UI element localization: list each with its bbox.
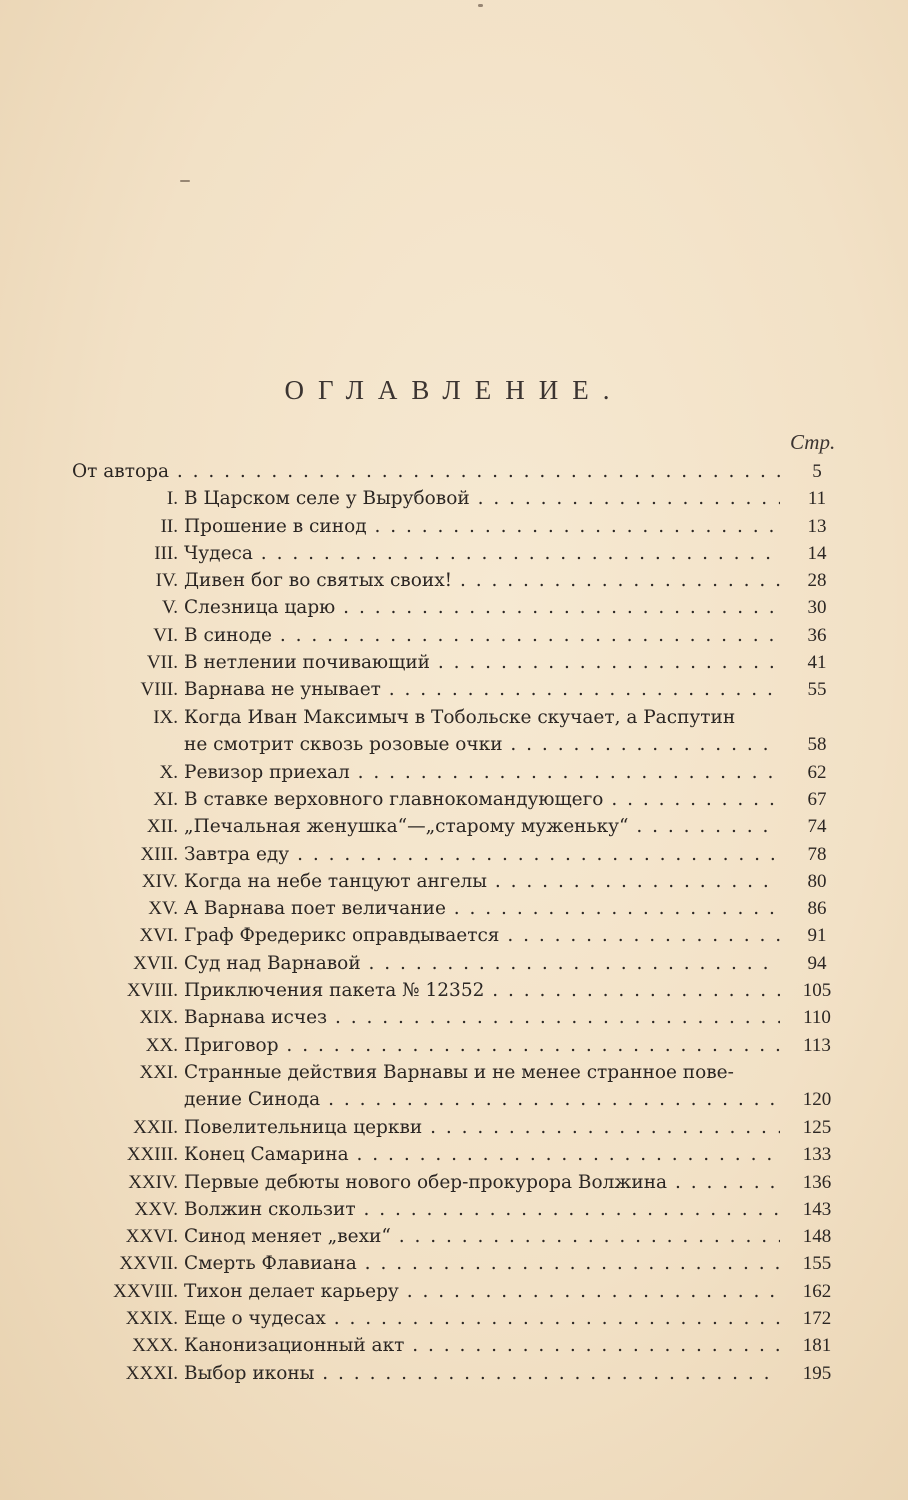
toc-entry-number: XV. — [148, 898, 178, 920]
toc-entry-number: XXIII. — [126, 1144, 178, 1166]
toc-entry — [60, 813, 860, 840]
toc-entry-page: 195 — [802, 1362, 832, 1384]
toc-entry-number: XII. — [146, 816, 178, 838]
toc-entry — [60, 1196, 860, 1223]
toc-entry — [60, 485, 860, 512]
toc-entry — [60, 1278, 860, 1305]
toc-entry — [60, 649, 860, 676]
toc-entry-page: 162 — [802, 1280, 832, 1302]
toc-entry — [60, 1250, 860, 1277]
toc-entry — [60, 513, 860, 540]
toc-entry-number: XXVIII. — [113, 1280, 178, 1302]
toc-entry-number: XXX. — [132, 1335, 178, 1357]
toc-entry-page: 143 — [802, 1198, 832, 1220]
toc-entry — [60, 922, 860, 949]
toc-entry-number: X. — [159, 761, 178, 783]
toc-entry — [60, 977, 860, 1004]
toc-entry-number: XXIX. — [125, 1308, 178, 1330]
toc-entry-number: VI. — [153, 624, 178, 646]
toc-entry — [60, 786, 860, 813]
ink-speck — [180, 180, 190, 182]
toc-entry-title: Волжин скользит . . . — [184, 1196, 780, 1223]
toc-entry-page: 155 — [802, 1253, 832, 1275]
toc-entry — [60, 1114, 860, 1141]
toc-entry — [60, 540, 860, 567]
toc-entry-title: Ревизор приехал . . . — [184, 759, 780, 786]
toc-entry — [60, 704, 860, 759]
toc-heading: ОГЛАВЛЕНИЕ. — [284, 375, 624, 405]
toc-entry-page: 14 — [807, 542, 827, 564]
toc-entry-page: 5 — [812, 461, 822, 482]
toc-entry — [60, 895, 860, 922]
toc-entry — [60, 841, 860, 868]
toc-entry-page: 74 — [807, 816, 827, 838]
toc-entry-page: 28 — [807, 570, 827, 592]
toc-entry-page: 80 — [807, 870, 827, 892]
toc-entry-title: Когда на небе танцуют ангелы . . . — [184, 868, 780, 895]
toc-entry-title: Суд над Варнавой . . . — [184, 950, 780, 977]
toc-entry-number: XXIV. — [128, 1171, 178, 1193]
toc-entry-number: XIV. — [141, 870, 178, 892]
toc-entry-title: А Варнава поет величание . . . — [184, 895, 780, 922]
toc-entry-title: Первые дебюты нового обер-прокурора Волжина . . . — [184, 1169, 780, 1196]
toc-entry-title: Приключения пакета № 12352 . . . — [184, 977, 780, 1004]
toc-entry-number: XX. — [145, 1034, 178, 1056]
toc-entry-title-continuation: дение Синода . . . — [184, 1086, 780, 1113]
toc-entry-number: IX. — [153, 706, 178, 728]
toc-entry-title: „Печальная женушка“—„старому муженьку“ . . . — [184, 813, 780, 840]
toc-entry-title: Повелительница церкви . . . — [184, 1114, 780, 1141]
toc-entry-number: XXXI. — [125, 1362, 178, 1384]
toc-entry-title: Тихон делает карьеру . . . — [184, 1278, 780, 1305]
toc-entry-number: V. — [161, 597, 178, 619]
toc-entry — [60, 1032, 860, 1059]
toc-entry — [60, 622, 860, 649]
toc-entry-page: 58 — [807, 733, 827, 755]
toc-entry-number: IV. — [155, 570, 178, 592]
toc-entry-title: Выбор иконы . . . — [184, 1360, 780, 1387]
toc-entry-title-continuation: не смотрит сквозь розовые очки . . . — [184, 731, 780, 758]
toc-entry-number: XXV. — [134, 1198, 178, 1220]
toc-entry-page: 148 — [802, 1226, 832, 1248]
toc-entry-title: Странные действия Варнавы и не менее странное пове- — [184, 1061, 734, 1083]
toc-entry-number: XI. — [153, 788, 178, 810]
ink-speck — [478, 4, 483, 7]
toc-entry-number: III. — [154, 542, 178, 564]
toc-entry-page: 11 — [807, 488, 827, 510]
toc-entry — [60, 676, 860, 703]
toc-entry-page: 78 — [807, 843, 827, 865]
toc-entry-number: XIX. — [139, 1007, 178, 1029]
toc-entry-page: 105 — [802, 980, 832, 1002]
toc-entry-title: От автора . . . — [72, 458, 780, 485]
toc-entry — [60, 1169, 860, 1196]
toc-entry-page: 125 — [802, 1116, 832, 1138]
toc-entry — [60, 1360, 860, 1387]
toc-entry-number: XVI. — [139, 925, 178, 947]
toc-entry — [60, 868, 860, 895]
toc-entry-number: I. — [166, 488, 178, 510]
toc-entry-title: Конец Самарина . . . — [184, 1141, 780, 1168]
toc-entry-page: 110 — [803, 1007, 831, 1029]
toc-entry-title: В ставке верховного главнокомандующего . . . — [184, 786, 780, 813]
toc-entry — [60, 594, 860, 621]
page-column-label: Стр. — [790, 430, 836, 454]
toc-entry-page: 172 — [802, 1308, 832, 1330]
toc-entry-title: Прошение в синод . . . — [184, 513, 780, 540]
table-of-contents — [60, 458, 860, 1387]
toc-entry-page: 91 — [807, 925, 827, 947]
toc-entry-number: XXVI. — [125, 1226, 178, 1248]
toc-entry-title: Смерть Флавиана . . . — [184, 1250, 780, 1277]
toc-entry-title: В нетлении почивающий . . . — [184, 649, 780, 676]
toc-entry-page: 133 — [802, 1144, 832, 1166]
toc-entry-number: II. — [160, 515, 178, 537]
toc-entry-page: 120 — [802, 1088, 832, 1110]
toc-entry-page: 55 — [807, 679, 827, 701]
toc-entry-title: Приговор . . . — [184, 1032, 780, 1059]
toc-entry-page: 136 — [802, 1171, 832, 1193]
toc-entry-page: 67 — [807, 788, 827, 810]
toc-entry-intro — [60, 458, 860, 485]
toc-entry-page: 181 — [802, 1335, 832, 1357]
toc-entry-title: Когда Иван Максимыч в Тобольске скучает, а Распутин — [184, 706, 736, 728]
toc-entry-title: Слезница царю . . . — [184, 594, 780, 621]
toc-entry-title: Варнава исчез . . . — [184, 1004, 780, 1031]
toc-entry — [60, 1223, 860, 1250]
toc-entry-title: Синод меняет „вехи“ . . . — [184, 1223, 780, 1250]
toc-entry-number: VII. — [146, 652, 178, 674]
toc-entry-number: XVII. — [133, 952, 178, 974]
toc-entry — [60, 1004, 860, 1031]
toc-entry — [60, 1332, 860, 1359]
toc-entry-page: 86 — [807, 898, 827, 920]
toc-entry-title: Дивен бог во святых своих! . . . — [184, 567, 780, 594]
toc-entry-title: Канонизационный акт . . . — [184, 1332, 780, 1359]
toc-entry-number: XIII. — [140, 843, 178, 865]
toc-entry-title: Граф Фредерикс оправдывается . . . — [184, 922, 780, 949]
toc-entry-title: Варнава не унывает . . . — [184, 676, 780, 703]
toc-entry — [60, 950, 860, 977]
toc-entry-title: Чудеса . . . — [184, 540, 780, 567]
toc-entry — [60, 1141, 860, 1168]
toc-entry-page: 113 — [803, 1034, 831, 1056]
toc-entry-number: VIII. — [140, 679, 178, 701]
toc-entry-page: 62 — [807, 761, 827, 783]
toc-entry — [60, 567, 860, 594]
toc-entry-number: XVIII. — [126, 980, 178, 1002]
toc-entry-page: 36 — [807, 624, 827, 646]
toc-entry-page: 30 — [807, 597, 827, 619]
toc-entry-title: В Царском селе у Вырубовой . . . — [184, 485, 780, 512]
toc-entry-number: XXII. — [133, 1116, 178, 1138]
toc-entry-number: XXI. — [139, 1061, 178, 1083]
toc-entry-title: Еще о чудесах . . . — [184, 1305, 780, 1332]
toc-entry-title: В синоде . . . — [184, 622, 780, 649]
toc-entry-page: 41 — [807, 652, 827, 674]
toc-entry — [60, 759, 860, 786]
toc-entry — [60, 1059, 860, 1114]
toc-entry-title: Завтра еду . . . — [184, 841, 780, 868]
toc-entry-page: 94 — [807, 952, 827, 974]
toc-entry — [60, 1305, 860, 1332]
toc-entry-page: 13 — [807, 515, 827, 537]
toc-entry-number: XXVII. — [119, 1253, 178, 1275]
